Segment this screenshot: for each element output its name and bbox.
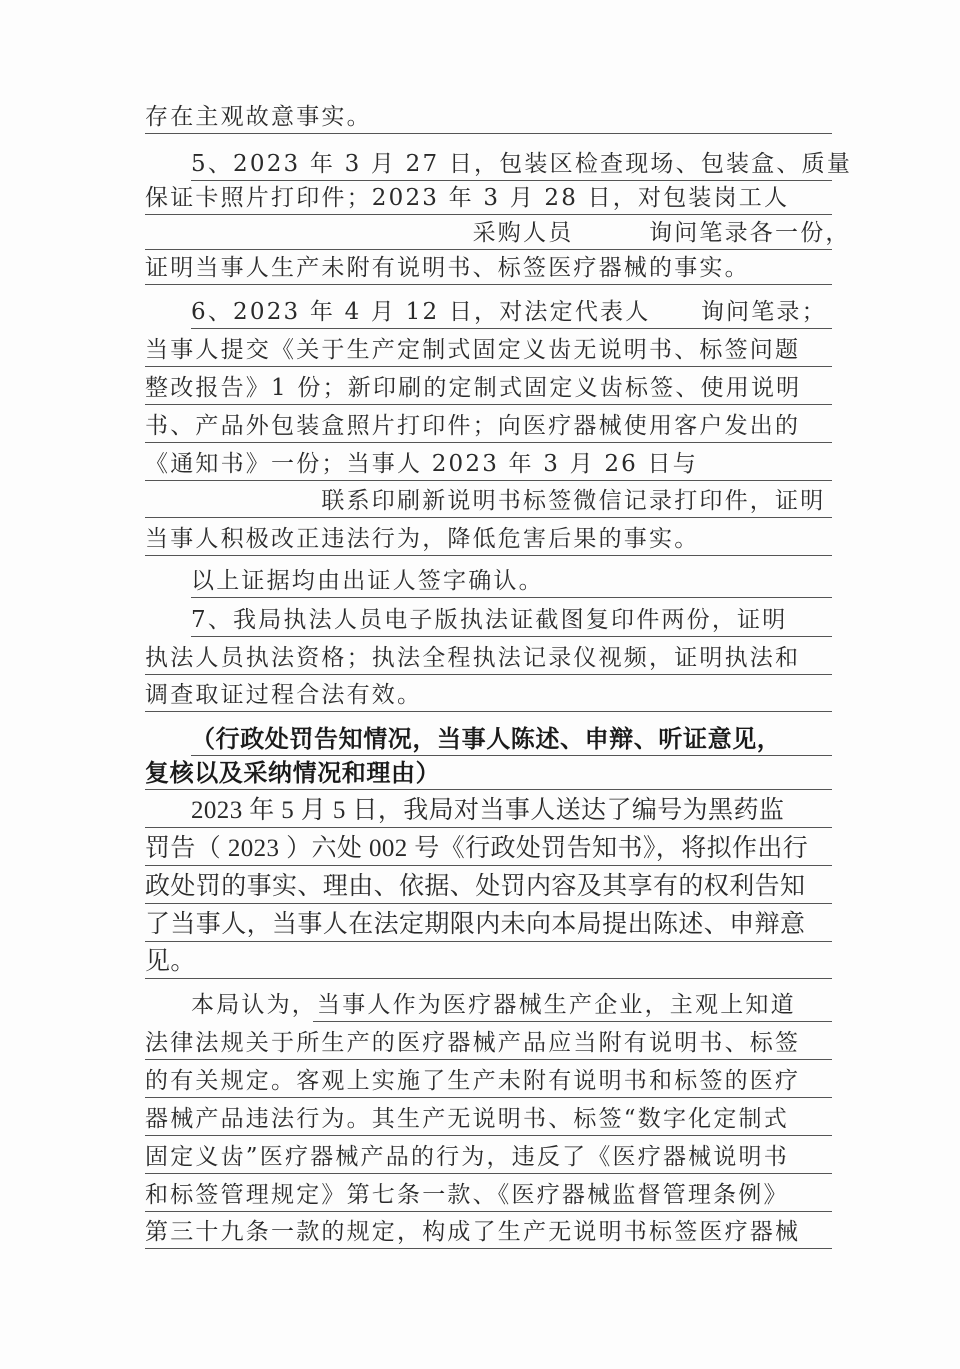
underline xyxy=(145,214,832,215)
underline xyxy=(145,517,832,518)
text-line xyxy=(145,183,832,213)
underline xyxy=(145,249,832,250)
underline xyxy=(145,1135,832,1136)
underline xyxy=(313,1021,832,1022)
text-line xyxy=(145,990,832,1020)
heading-text: （行政处罚告知情况，当事人陈述、申辩、听证意见， xyxy=(191,724,782,753)
text-line xyxy=(145,796,832,826)
underline xyxy=(191,636,832,637)
line-text: 执法人员执法资格；执法全程执法记录仪视频，证明执法和 xyxy=(145,645,801,671)
redacted-name xyxy=(145,218,473,248)
underline xyxy=(145,1248,832,1249)
underline xyxy=(145,903,832,904)
underline xyxy=(191,597,832,598)
redacted-name xyxy=(789,183,839,213)
line-prefix: 本局认为， xyxy=(191,992,317,1018)
text-line xyxy=(145,643,832,673)
line-text: 整改报告》1 份；新印刷的定制式固定义齿标签、使用说明 xyxy=(145,375,802,401)
underline xyxy=(145,1097,832,1098)
line-text: 证明当事人生产未附有说明书、标签医疗器械的事实。 xyxy=(145,255,750,281)
line-text: 当事人提交《关于生产定制式固定义齿无说明书、标签问题 xyxy=(145,337,801,363)
underline xyxy=(145,366,832,367)
section-heading xyxy=(145,758,832,788)
text-line xyxy=(145,834,832,864)
underline xyxy=(145,789,832,790)
underline xyxy=(145,442,832,443)
line-text: 7、我局执法人员电子版执法证截图复印件两份，证明 xyxy=(191,607,788,633)
text-line xyxy=(145,910,832,940)
underline xyxy=(191,180,832,181)
text-line xyxy=(145,947,832,977)
line-text: 政处罚的事实、理由、依据、处罚内容及其享有的权利告知 xyxy=(145,873,806,900)
line-text: 采购人员 询问笔录各一份， xyxy=(472,220,851,246)
text-line xyxy=(145,218,851,248)
line-text: 当事人作为医疗器械生产企业，主观上知道 xyxy=(317,992,796,1018)
underline xyxy=(145,133,832,134)
line-text: 了当事人，当事人在法定期限内未向本局提出陈述、申辩意 xyxy=(145,911,806,938)
text-line xyxy=(145,566,832,596)
text-line xyxy=(145,373,832,403)
text-line xyxy=(145,680,832,710)
text-line xyxy=(145,605,832,635)
underline xyxy=(145,941,832,942)
line-text: 《通知书》一份；当事人 2023 年 3 月 26 日与 xyxy=(145,451,698,477)
underline xyxy=(145,1059,832,1060)
text-line xyxy=(145,102,832,132)
line-text: 6、2023 年 4 月 12 日，对法定代表人 xyxy=(191,299,651,325)
underline xyxy=(145,827,832,828)
line-text: 保证卡照片打印件；2023 年 3 月 28 日，对包装岗工人 xyxy=(145,185,790,211)
underline xyxy=(145,480,832,481)
text-line xyxy=(145,253,832,283)
text-line xyxy=(145,1066,832,1096)
line-text: 询问笔录； xyxy=(700,299,827,325)
section-heading xyxy=(145,724,832,754)
line-text: 当事人积极改正违法行为，降低危害后果的事实。 xyxy=(145,526,700,552)
text-line xyxy=(145,335,832,365)
line-text: 和标签管理规定》第七条一款、《医疗器械监督管理条例》 xyxy=(145,1182,789,1208)
text-line xyxy=(145,1028,832,1058)
underline xyxy=(191,328,832,329)
text-line xyxy=(145,872,832,902)
underline xyxy=(145,1173,832,1174)
text-line xyxy=(145,1217,832,1247)
text-line xyxy=(145,1104,832,1134)
line-text: 书、产品外包装盒照片打印件；向医疗器械使用客户发出的 xyxy=(145,413,801,439)
text-line xyxy=(145,449,832,479)
line-text: 的有关规定。客观上实施了生产未附有说明书和标签的医疗 xyxy=(145,1068,801,1094)
text-line xyxy=(145,1180,832,1210)
line-text: 联系印刷新说明书标签微信记录打印件，证明 xyxy=(321,488,826,514)
line-text: 见。 xyxy=(145,948,196,975)
line-text: 5、2023 年 3 月 27 日，包装区检查现场、包装盒、质量 xyxy=(191,151,853,177)
text-line xyxy=(145,297,832,327)
underline xyxy=(145,1211,832,1212)
text-line xyxy=(145,1142,832,1172)
line-text: 存在主观故意事实。 xyxy=(145,104,372,130)
redacted-name xyxy=(650,297,700,327)
line-text: 器械产品违法行为。其生产无说明书、标签“数字化定制式 xyxy=(145,1106,789,1132)
line-text: 固定义齿”医疗器械产品的行为，违反了《医疗器械说明书 xyxy=(145,1144,789,1170)
underline xyxy=(145,978,832,979)
line-text: 2023 年 5 月 5 日，我局对当事人送达了编号为黑药监 xyxy=(191,797,785,824)
line-text: 调查取证过程合法有效。 xyxy=(145,682,423,708)
underline xyxy=(145,555,832,556)
text-line xyxy=(145,411,832,441)
line-text: 以上证据均由出证人签字确认。 xyxy=(191,568,544,594)
text-line xyxy=(145,524,832,554)
underline xyxy=(145,865,832,866)
underline xyxy=(145,711,832,712)
line-text: 法律法规关于所生产的医疗器械产品应当附有说明书、标签 xyxy=(145,1030,801,1056)
line-text: 第三十九条一款的规定，构成了生产无说明书标签医疗器械 xyxy=(145,1219,801,1245)
line-text: 罚告（ 2023 ）六处 002 号《行政处罚告知书》，将拟作出行 xyxy=(145,835,809,862)
underline xyxy=(145,674,832,675)
underline xyxy=(145,404,832,405)
underline xyxy=(145,284,832,285)
redacted-name xyxy=(145,486,321,516)
text-line xyxy=(145,486,832,516)
heading-text: 复核以及采纳情况和理由） xyxy=(145,758,441,787)
text-line xyxy=(145,149,853,179)
underline xyxy=(191,755,832,756)
